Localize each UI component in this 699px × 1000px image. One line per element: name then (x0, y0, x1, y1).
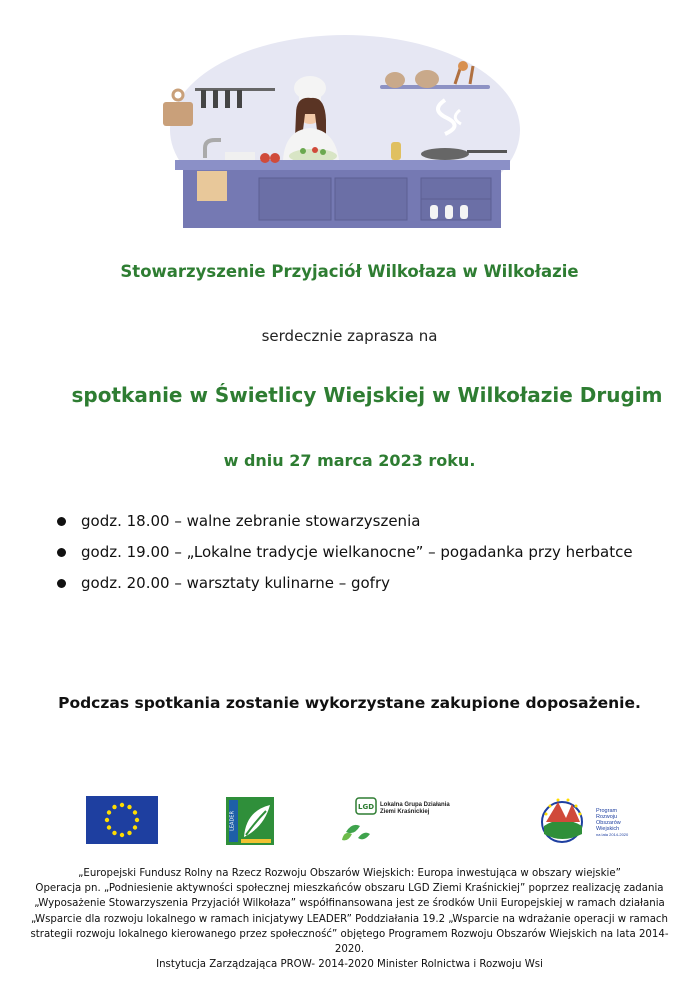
lgd-logo (338, 796, 488, 844)
leader-logo (226, 797, 274, 845)
footer-line: strategii rozwoju lokalnego kierowanego przez społeczność” objętego Programem Rozwoju Obszarów Wiejskich na lata 2014- (30, 928, 669, 940)
prow-line: Wiejskich (596, 826, 620, 832)
footer-line: „Wyposażenie Stowarzyszenia Przyjaciół Wilkołaza” współfinansowana jest ze środków Unii Europejskiej w ramach działania (34, 898, 665, 910)
prow-line: Program (596, 808, 618, 814)
prow-years: na lata 2014-2020 (596, 832, 629, 837)
leader-logo-text: LEADER (229, 811, 236, 831)
lgd-title: Lokalna Grupa Działania (380, 802, 450, 808)
prow-logo (538, 794, 638, 846)
meeting-title: spotkanie w Świetlicy Wiejskiej w Wilkołazie Drugim (71, 383, 663, 407)
agenda-item: godz. 20.00 – warsztaty kulinarne – gofry (57, 570, 633, 601)
meeting-date: w dniu 27 marca 2023 roku. (223, 451, 476, 470)
eu-flag-logo (86, 796, 158, 844)
agenda-list (57, 508, 633, 601)
prow-line: Obszarów (596, 820, 621, 826)
agenda-item: godz. 18.00 – walne zebranie stowarzyszenia (57, 508, 633, 539)
footer-line: „Wsparcie dla rozwoju lokalnego w ramach inicjatywy LEADER” Poddziałania 19.2 „Wsparcie na wdrażanie operacji w ramach (30, 913, 668, 925)
prow-line: Rozwoju (596, 814, 618, 820)
lgd-subtitle: Ziemi Kraśnickiej (380, 809, 430, 815)
invitation-text: serdecznie zaprasza na (261, 327, 438, 345)
lgd-logo-mark: LGD (357, 803, 375, 811)
footer-line: Operacja pn. „Podniesienie aktywności społecznej mieszkańców obszaru LGD Ziemi Kraśnickiej” poprzez realizację zadania (35, 883, 664, 895)
kitchen-illustration (155, 30, 535, 235)
footer-line: 2020. (334, 944, 365, 956)
footer-line: Instytucja Zarządzająca PROW- 2014-2020 Minister Rolnictwa i Rozwoju Wsi (156, 959, 543, 971)
equipment-note: Podczas spotkania zostanie wykorzystane zakupione doposażenie. (58, 694, 641, 712)
agenda-item: godz. 19.00 – „Lokalne tradycje wielkanocne” – pogadanka przy herbatce (57, 539, 633, 570)
funding-footer (30, 866, 669, 972)
organization-name: Stowarzyszenie Przyjaciół Wilkołaza w Wilkołazie (120, 262, 579, 281)
footer-line: „Europejski Fundusz Rolny na Rzecz Rozwoju Obszarów Wiejskich: Europa inwestująca w obszary wiejskie” (78, 868, 621, 879)
